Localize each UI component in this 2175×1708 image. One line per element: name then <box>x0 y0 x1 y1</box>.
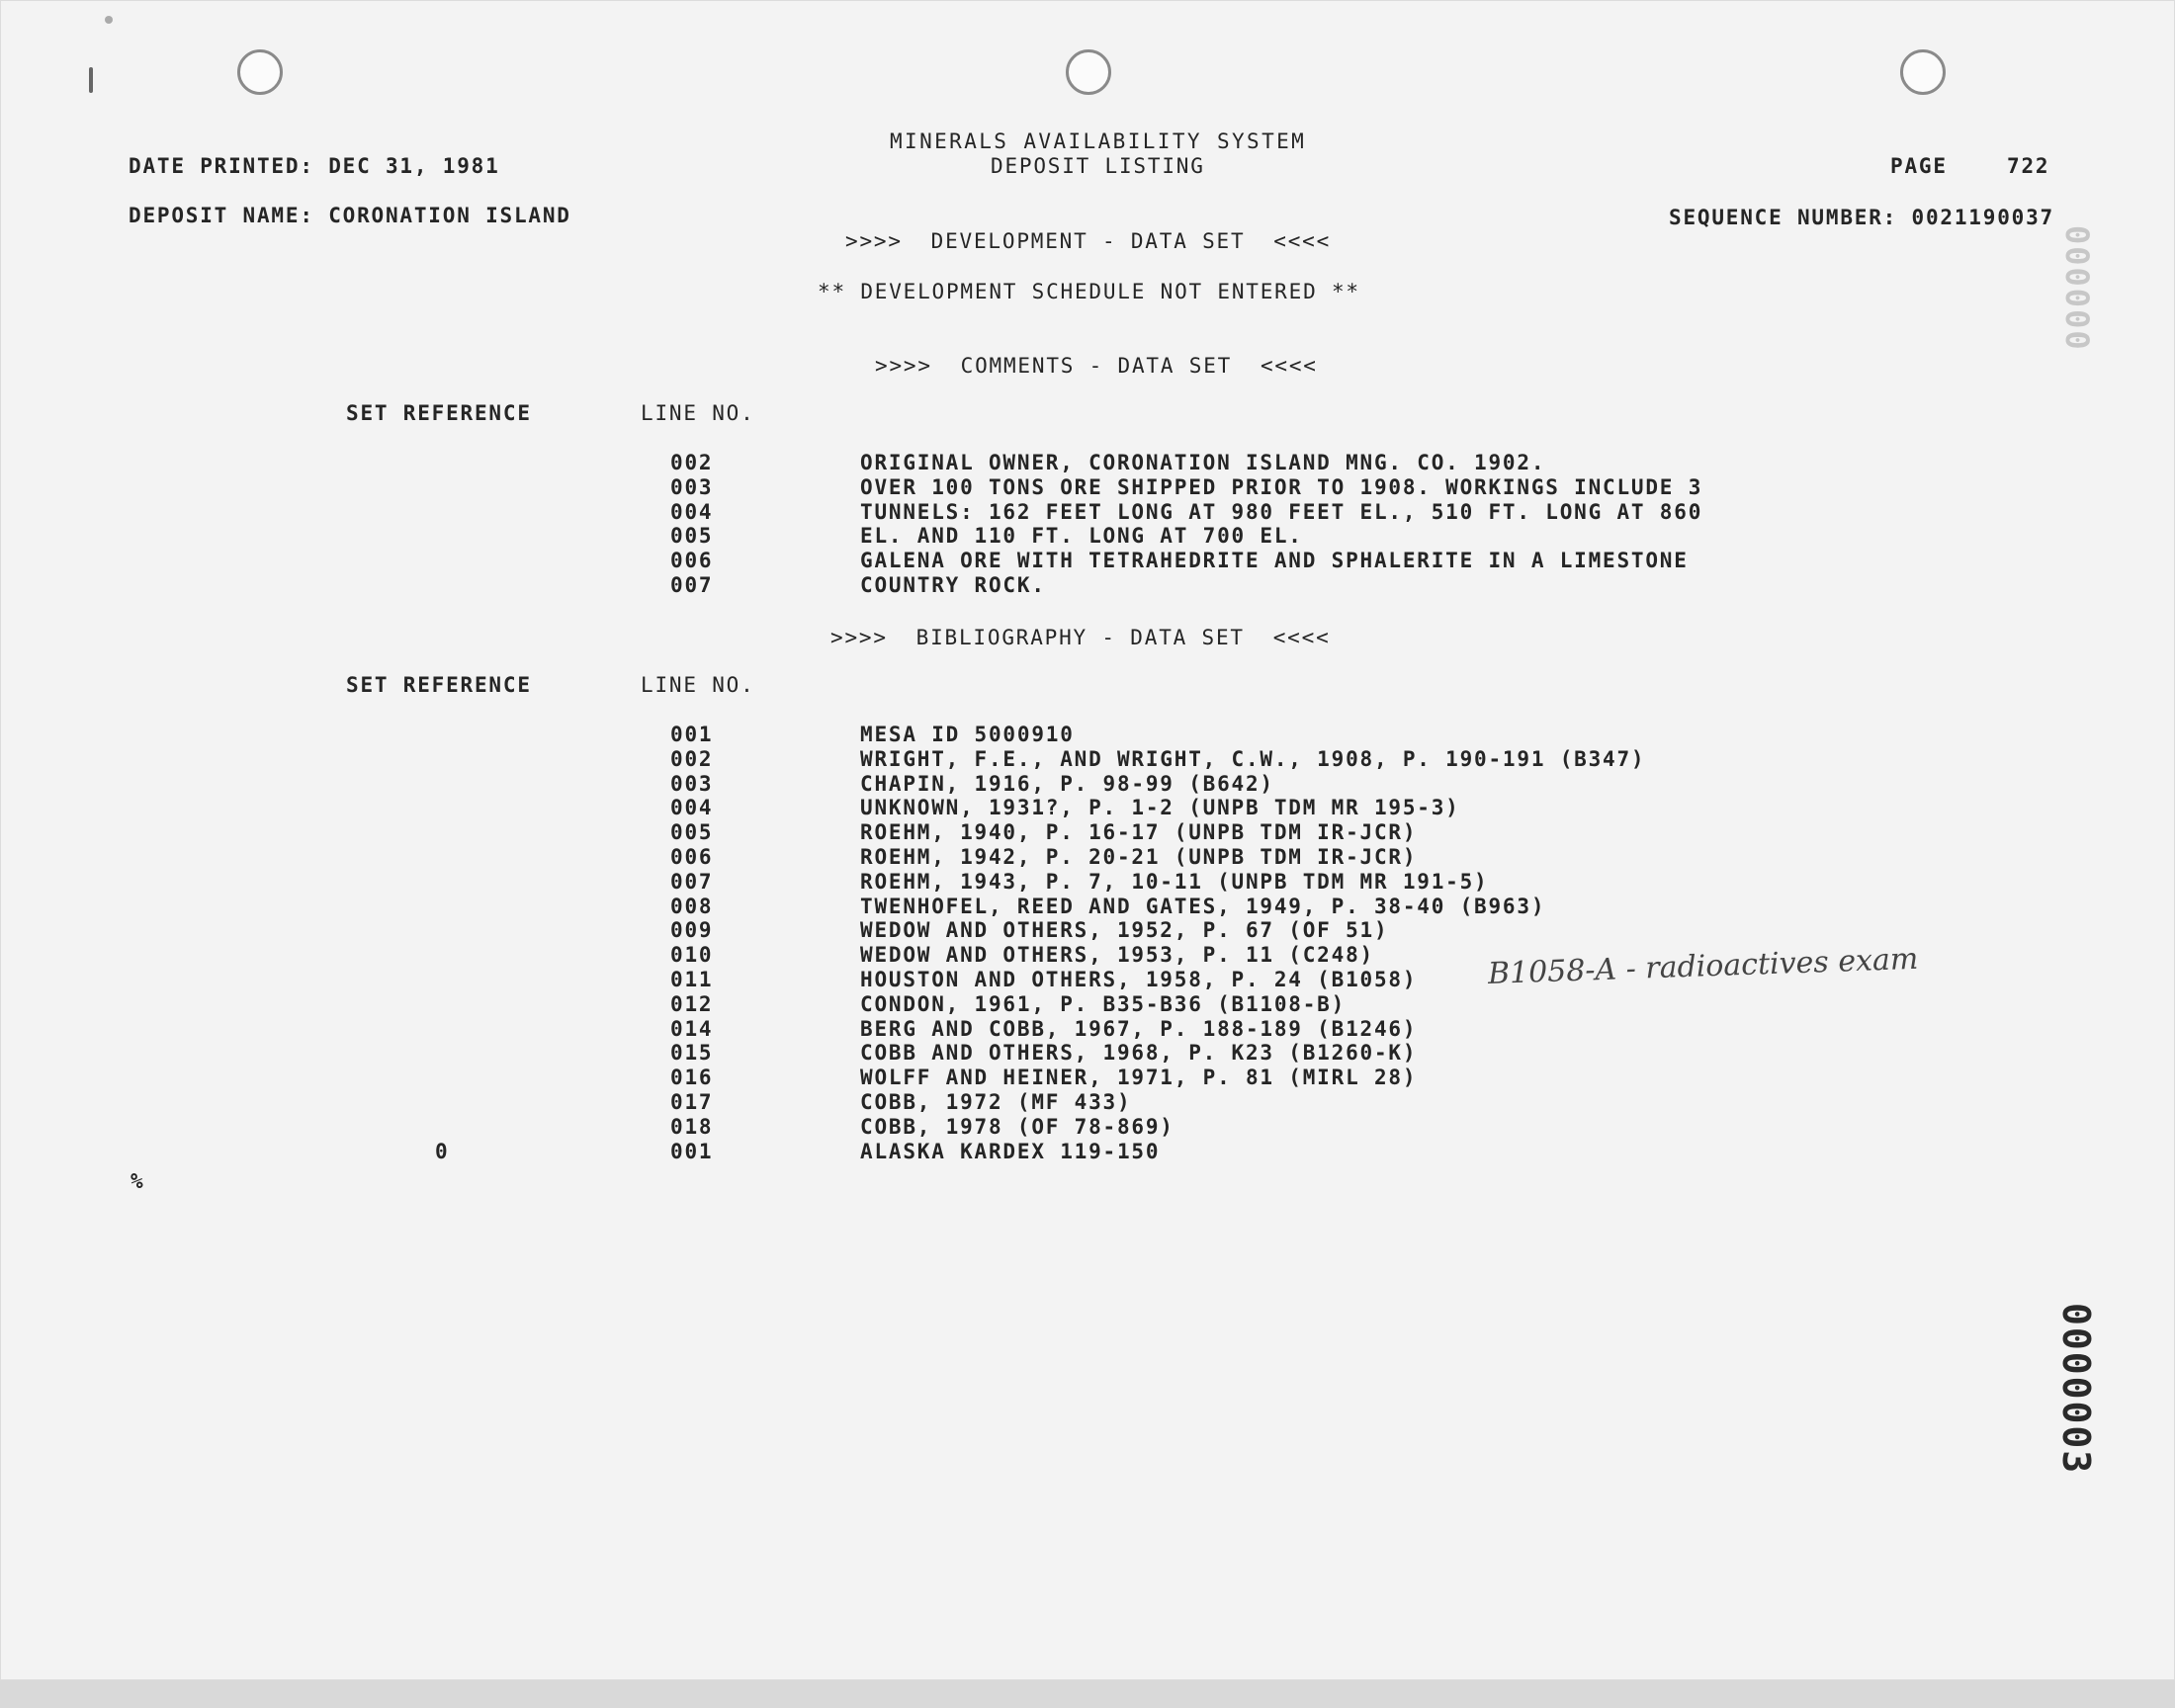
comment-text: COUNTRY ROCK. <box>860 573 1046 597</box>
bibliography-row <box>0 1017 2175 1042</box>
comment-text: ORIGINAL OWNER, CORONATION ISLAND MNG. CO. 1902. <box>860 451 1546 474</box>
comment-text: EL. AND 110 FT. LONG AT 700 EL. <box>860 524 1303 549</box>
bibliography-line-number: 009 <box>670 918 714 943</box>
comment-text: GALENA ORE WITH TETRAHEDRITE AND SPHALERITE IN A LIMESTONE <box>860 549 1689 573</box>
bibliography-line-number: 008 <box>670 894 714 918</box>
comment-line-number: 005 <box>670 524 714 549</box>
bibliography-row <box>0 992 2175 1017</box>
margin-mark <box>105 16 113 24</box>
bibliography-text: COBB, 1972 (MF 433) <box>860 1090 1132 1114</box>
bibliography-text: MESA ID 5000910 <box>860 723 1075 746</box>
bibliography-section-title: >>>> BIBLIOGRAPHY - DATA SET <<<< <box>830 626 1331 649</box>
punch-hole <box>1900 49 1946 95</box>
bibliography-line-number: 007 <box>670 869 714 894</box>
bibliography-set-reference: 0 <box>435 1139 450 1163</box>
bibliography-line-number: 016 <box>670 1066 714 1090</box>
bibliography-line-number: 014 <box>670 1016 714 1041</box>
comment-text: TUNNELS: 162 FEET LONG AT 980 FEET EL., 510 FT. LONG AT 860 <box>860 499 1703 524</box>
bibliography-row <box>0 1140 2175 1164</box>
bibliography-text: ROEHM, 1943, P. 7, 10-11 (UNPB TDM MR 191-5) <box>860 869 1489 894</box>
date-printed: DATE PRINTED: DEC 31, 1981 <box>129 154 500 178</box>
bibliography-line-number: 003 <box>670 771 714 796</box>
bibliography-row <box>0 918 2175 943</box>
bibliography-text: ROEHM, 1940, P. 16-17 (UNPB TDM IR-JCR) <box>860 820 1418 845</box>
bibliography-line-number: 010 <box>670 943 714 968</box>
bibliography-row <box>0 1115 2175 1140</box>
margin-mark <box>89 67 93 93</box>
bibliography-row <box>0 747 2175 772</box>
comments-line-no-header: LINE NO. <box>641 401 755 425</box>
comment-line-number: 006 <box>670 549 714 573</box>
bibliography-text: WRIGHT, F.E., AND WRIGHT, C.W., 1908, P. 190-191 (B347) <box>860 746 1646 771</box>
comment-row <box>0 451 2175 475</box>
bibliography-line-number: 004 <box>670 796 714 820</box>
bibliography-text: COBB, 1978 (OF 78-869) <box>860 1114 1174 1139</box>
bibliography-row <box>0 820 2175 845</box>
bibliography-line-number: 001 <box>670 723 714 746</box>
comment-row <box>0 475 2175 500</box>
bibliography-line-no-header: LINE NO. <box>641 673 755 697</box>
bibliography-row <box>0 796 2175 820</box>
bibliography-row <box>0 895 2175 919</box>
bibliography-line-number: 006 <box>670 845 714 869</box>
comment-text: OVER 100 TONS ORE SHIPPED PRIOR TO 1908. WORKINGS INCLUDE 3 <box>860 474 1703 499</box>
page-number: 722 <box>2007 154 2050 178</box>
comments-section-title: >>>> COMMENTS - DATA SET <<<< <box>875 354 1318 378</box>
punch-hole <box>1066 49 1111 95</box>
bibliography-text: ALASKA KARDEX 119-150 <box>860 1139 1161 1163</box>
comment-row <box>0 573 2175 598</box>
margin-stamp-bottom: 0000003 <box>2054 1303 2098 1476</box>
bibliography-line-number: 017 <box>670 1090 714 1114</box>
bibliography-text: BERG AND COBB, 1967, P. 188-189 (B1246) <box>860 1016 1418 1041</box>
bibliography-text: COBB AND OTHERS, 1968, P. K23 (B1260-K) <box>860 1041 1418 1066</box>
bibliography-line-number: 005 <box>670 820 714 845</box>
comment-row <box>0 524 2175 549</box>
comment-row <box>0 549 2175 573</box>
bibliography-text: CONDON, 1961, P. B35-B36 (B1108-B) <box>860 991 1347 1016</box>
comment-row <box>0 500 2175 525</box>
bibliography-text: UNKNOWN, 1931?, P. 1-2 (UNPB TDM MR 195-3) <box>860 796 1460 820</box>
bibliography-row <box>0 772 2175 797</box>
bibliography-text: TWENHOFEL, REED AND GATES, 1949, P. 38-40 (B963) <box>860 894 1546 918</box>
bibliography-text: WOLFF AND HEINER, 1971, P. 81 (MIRL 28) <box>860 1066 1418 1090</box>
bibliography-row <box>0 1041 2175 1066</box>
scanner-border <box>0 1680 2175 1708</box>
system-title: MINERALS AVAILABILITY SYSTEM <box>890 129 1307 153</box>
sequence-number: SEQUENCE NUMBER: 0021190037 <box>1669 206 2054 229</box>
bibliography-row <box>0 845 2175 870</box>
comment-line-number: 004 <box>670 499 714 524</box>
page-label: PAGE <box>1890 154 1948 178</box>
bibliography-line-number: 012 <box>670 991 714 1016</box>
comment-line-number: 007 <box>670 573 714 597</box>
bibliography-line-number: 011 <box>670 968 714 991</box>
comment-line-number: 002 <box>670 451 714 474</box>
bibliography-line-number: 015 <box>670 1041 714 1066</box>
bibliography-row <box>0 723 2175 747</box>
bibliography-line-number: 002 <box>670 746 714 771</box>
bibliography-text: WEDOW AND OTHERS, 1952, P. 67 (OF 51) <box>860 918 1389 943</box>
bibliography-text: CHAPIN, 1916, P. 98-99 (B642) <box>860 771 1274 796</box>
bibliography-row <box>0 870 2175 895</box>
bibliography-line-number: 001 <box>670 1139 714 1163</box>
comment-line-number: 003 <box>670 474 714 499</box>
bibliography-line-number: 018 <box>670 1114 714 1139</box>
comments-set-reference-header: SET REFERENCE <box>346 401 532 425</box>
handwritten-note: B1058-A - radioactives exam <box>1487 941 1919 991</box>
percent-mark: % <box>130 1169 145 1193</box>
punch-hole <box>237 49 283 95</box>
bibliography-set-reference-header: SET REFERENCE <box>346 673 532 697</box>
development-note: ** DEVELOPMENT SCHEDULE NOT ENTERED ** <box>818 280 1360 303</box>
bibliography-row <box>0 1090 2175 1115</box>
margin-stamp-top: 000000 <box>2058 225 2096 352</box>
bibliography-text: WEDOW AND OTHERS, 1953, P. 11 (C248) <box>860 943 1374 968</box>
deposit-name: DEPOSIT NAME: CORONATION ISLAND <box>129 204 571 227</box>
bibliography-text: ROEHM, 1942, P. 20-21 (UNPB TDM IR-JCR) <box>860 845 1418 869</box>
bibliography-row <box>0 1066 2175 1090</box>
development-section-title: >>>> DEVELOPMENT - DATA SET <<<< <box>845 229 1332 253</box>
bibliography-text: HOUSTON AND OTHERS, 1958, P. 24 (B1058) <box>860 968 1418 991</box>
listing-title: DEPOSIT LISTING <box>991 154 1205 178</box>
